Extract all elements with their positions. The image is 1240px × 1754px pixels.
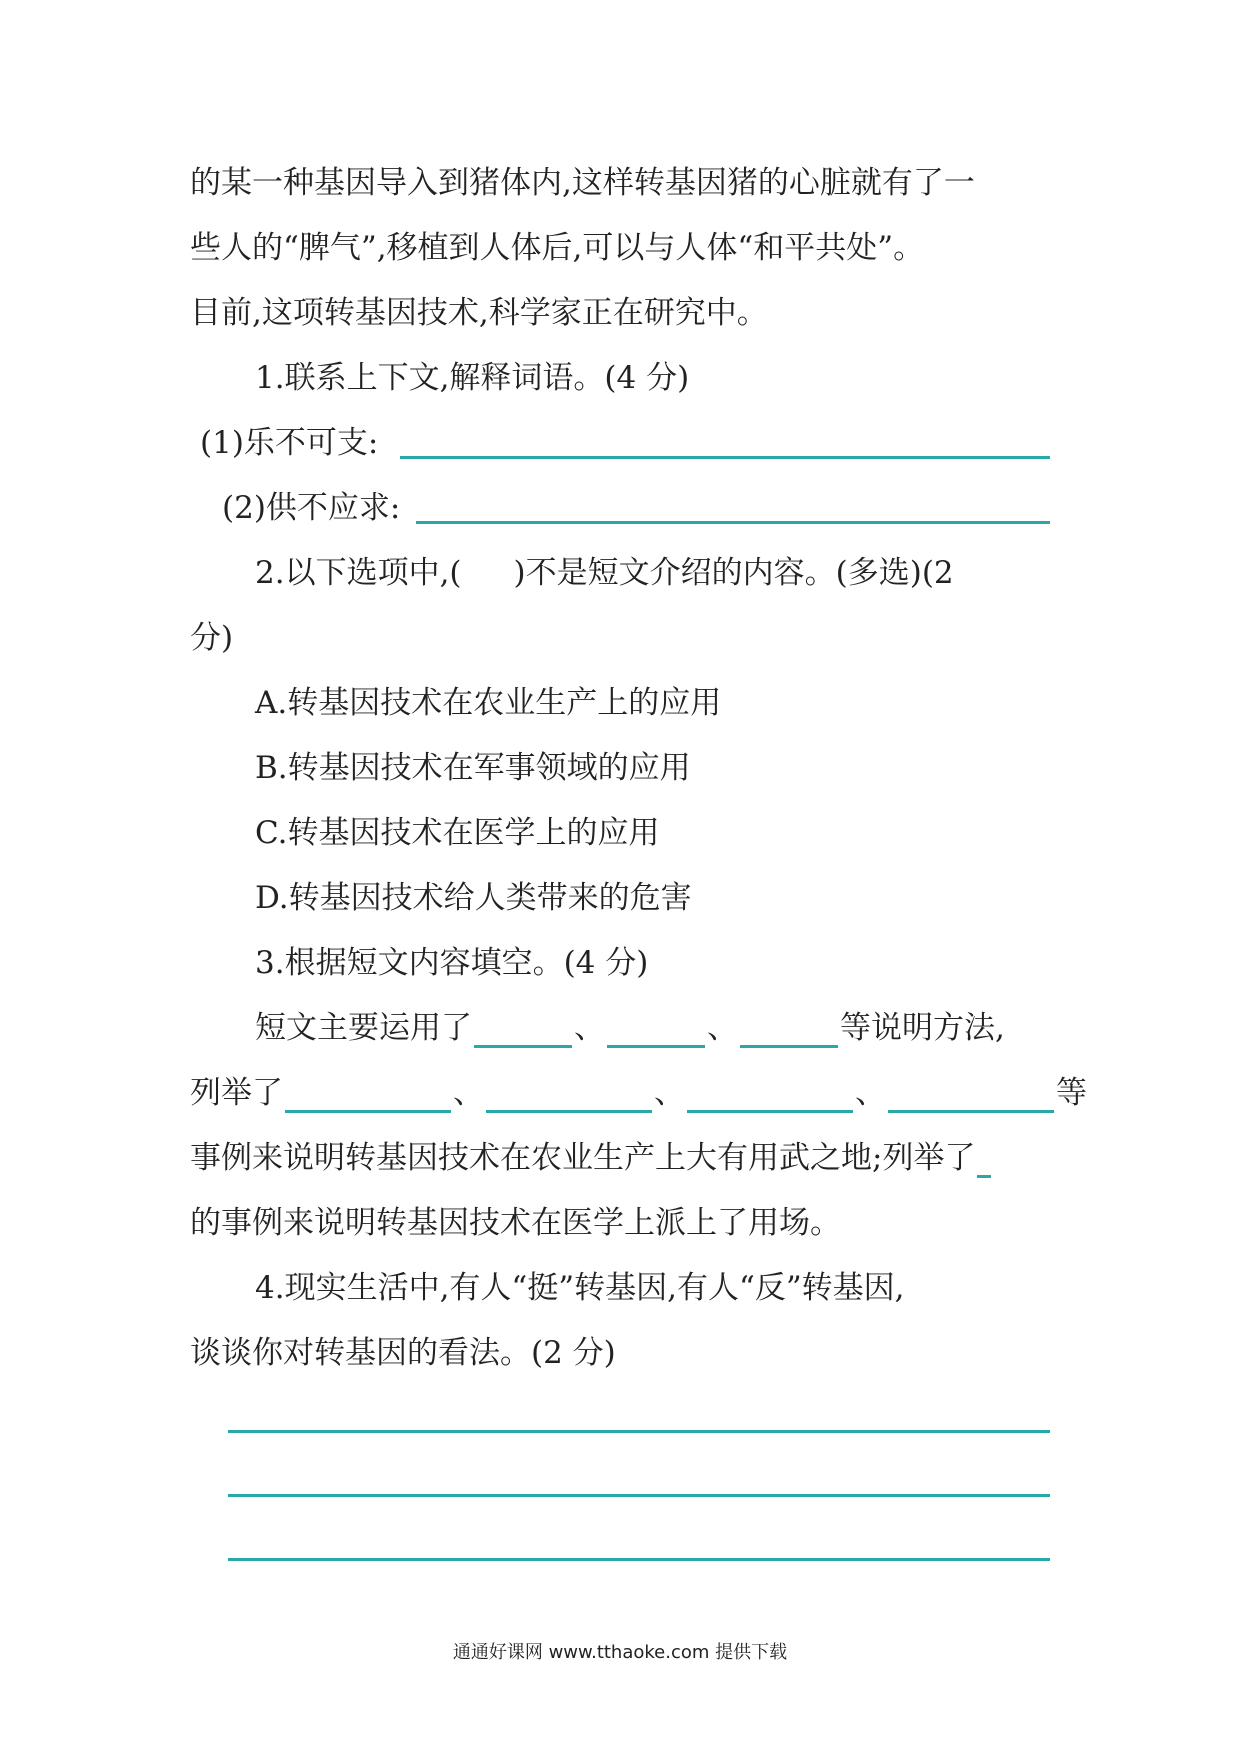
q3-sep: 、: [654, 1075, 685, 1111]
q3-example-blank-1[interactable]: [285, 1080, 451, 1113]
q2-option-b: B.转基因技术在军事领域的应用: [255, 750, 691, 786]
passage-line-3: 目前,这项转基因技术,科学家正在研究中。: [190, 295, 768, 331]
q2-option-d: D.转基因技术给人类带来的危害: [255, 880, 692, 916]
q3-example-blank-3[interactable]: [687, 1080, 853, 1113]
q3-sep: 、: [453, 1075, 484, 1111]
q1-prompt: 1.联系上下文,解释词语。(4 分): [255, 360, 690, 396]
q2-option-a: A.转基因技术在农业生产上的应用: [255, 685, 722, 721]
q3-line-4: 的事例来说明转基因技术在医学上派上了用场。: [190, 1205, 841, 1241]
passage-line-1: 的某一种基因导入到猪体内,这样转基因猪的心脏就有了一: [190, 165, 975, 201]
q3-line-2: [190, 1073, 1087, 1113]
q3-line-3-text: 事例来说明转基因技术在农业生产上大有用武之地;列举了: [190, 1140, 976, 1176]
q3-sep: 、: [855, 1075, 886, 1111]
q3-method-blank-3[interactable]: [740, 1015, 838, 1048]
q3-line-3: [190, 1138, 993, 1178]
q3-method-blank-2[interactable]: [607, 1015, 705, 1048]
q2-prompt-wrap: 分): [190, 620, 234, 656]
q3-line-1: [255, 1008, 1005, 1048]
q1-item-1: [200, 423, 378, 463]
q2-prompt: [255, 553, 954, 593]
q3-sep: 、: [574, 1010, 605, 1046]
q3-line-2-end: 等: [1056, 1075, 1087, 1111]
q3-example-blank-2[interactable]: [486, 1080, 652, 1113]
q3-line-2-start: 列举了: [190, 1075, 283, 1111]
q1-answer-line-2[interactable]: [416, 521, 1050, 524]
q2-prompt-start: 2.以下选项中,(: [255, 555, 462, 591]
q4-prompt-line-2: 谈谈你对转基因的看法。(2 分): [190, 1335, 616, 1371]
q1-item-1-label: (1)乐不可支:: [200, 425, 379, 461]
q4-prompt-line-1: 4.现实生活中,有人“挺”转基因,有人“反”转基因,: [255, 1270, 905, 1306]
q3-method-blank-1[interactable]: [474, 1015, 572, 1048]
q4-answer-line-3[interactable]: [228, 1558, 1050, 1561]
q3-line-1-end: 等说明方法,: [840, 1010, 1005, 1046]
q3-example-blank-4[interactable]: [888, 1080, 1054, 1113]
q3-prompt: 3.根据短文内容填空。(4 分): [255, 945, 649, 981]
q1-answer-line-1[interactable]: [400, 456, 1050, 459]
passage-line-2: 些人的“脾气”,移植到人体后,可以与人体“和平共处”。: [190, 230, 925, 266]
q1-item-2: [222, 488, 400, 528]
q4-answer-line-1[interactable]: [228, 1430, 1050, 1433]
q1-item-2-label: (2)供不应求:: [222, 490, 401, 526]
q3-sep: 、: [707, 1010, 738, 1046]
q2-prompt-end: )不是短文介绍的内容。(多选)(2: [513, 555, 954, 591]
footer-credit: 通通好课网 www.tthaoke.com 提供下载: [452, 1642, 788, 1663]
q4-answer-line-2[interactable]: [228, 1494, 1050, 1497]
q2-option-c: C.转基因技术在医学上的应用: [255, 815, 660, 851]
q3-medical-blank[interactable]: [977, 1145, 991, 1178]
q3-line-1-start: 短文主要运用了: [255, 1010, 472, 1046]
